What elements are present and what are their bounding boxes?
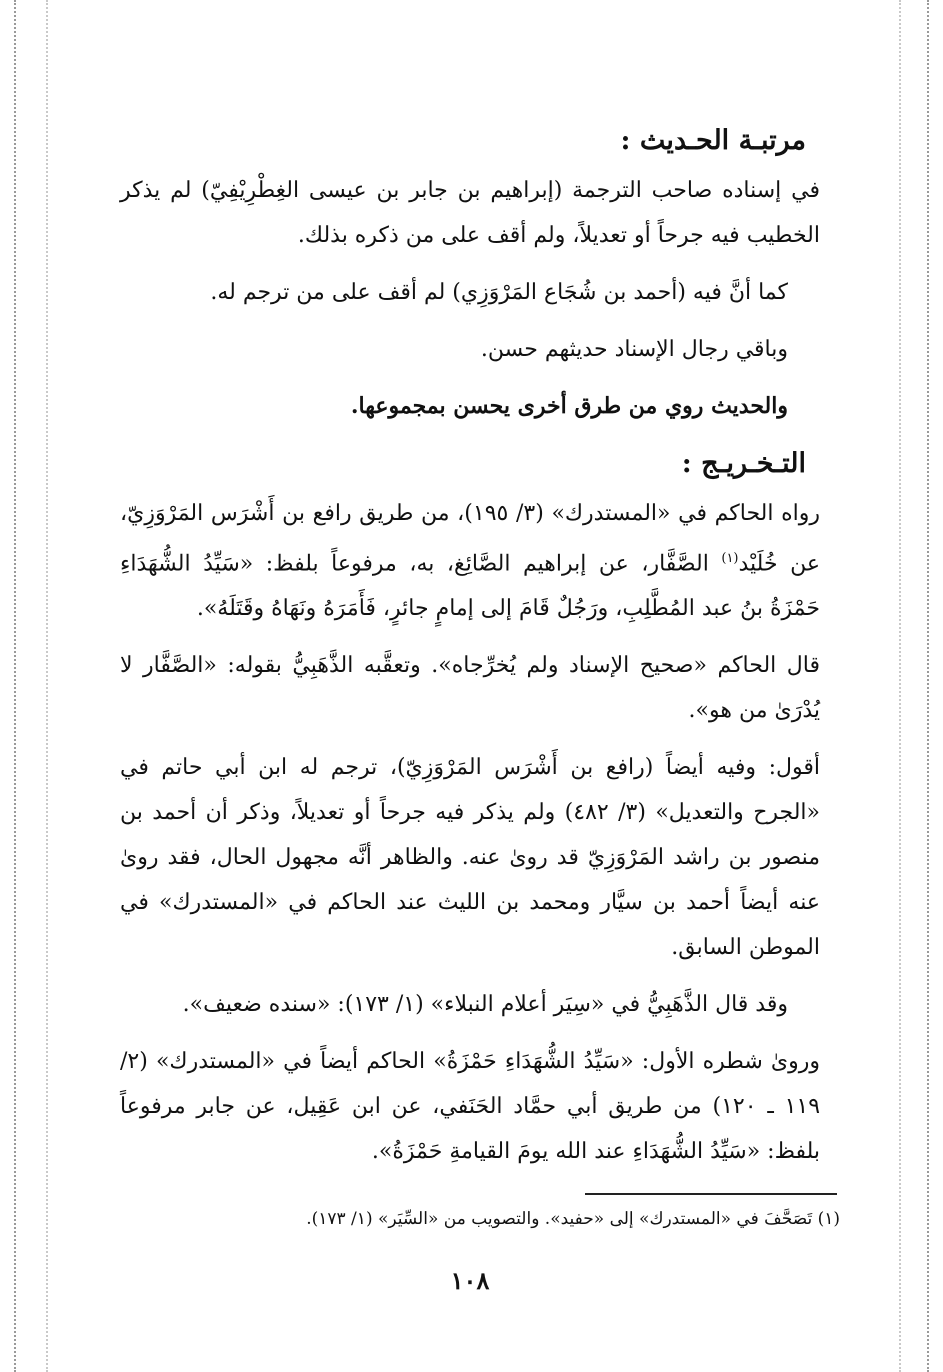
rank-paragraph-3: وباقي رجال الإسناد حديثهم حسن. [480,337,788,362]
scan-edge-dots-left [14,0,16,1372]
scan-edge-dots-right [927,0,929,1372]
heading-hadith-rank: مرتبـة الحـديث : [620,125,806,156]
takhrij-paragraph-2: قال الحاكم «صحيح الإسناد ولم يُخرِّجاه». وتعقَّبه الذَّهَبِيُّ بقوله: «الصَّفَّار لا يُدْرَىٰ من هو». [120,653,820,724]
footnote-reference[interactable]: (١) [721,551,739,566]
takhrij-p1-part-a: رواه الحاكم في «المستدرك» (٣/ ١٩٥)، من طريق رافع بن أَشْرَس المَرْوَزِيّ، عن خُلَيْد [120,501,821,577]
rank-paragraph-1: في إسناده صاحب الترجمة (إبراهيم بن جابر بن عيسى الغِطْرِيْفِيّ) لم يذكر الخطيب فيه جرحاً أو تعديلاً، ولم أقف على من ذكره بذلك. [120,178,820,248]
scan-edge-dots-right-inner [899,0,901,1372]
takhrij-paragraph-3: أقول: وفيه أيضاً (رافع بن أَشْرَس المَرْوَزِيّ)، ترجم له ابن أبي حاتم في «الجرح والتعديل» (٣/ ٤٨٢) ولم يذكر فيه جرحاً أو تعديلاً، وذكر أن أحمد بن منصور بن راشد المَرْوَزِيّ قد روىٰ عنه. والظاهر أنَّه مجهول الحال، فقد روىٰ عنه أيضاً أحمد بن سيَّار ومحمد بن الليث عند الحاكم في «المستدرك» في الموطن السابق. [120,755,821,961]
footnote-text: (١) تَصَحَّفَ في «المستدرك» إلى «حفيد». والتصويب من «السِّيَر» (١/ ١٧٣). [306,1209,840,1229]
takhrij-p1-part-b: الصَّفَّار، عن إبراهيم الصَّائِغ، به، مرفوعاً بلفظ: «سَيِّدُ الشُّهَدَاءِ حَمْزَةُ بنُ عبد المُطَّلِبِ، ورَجُلٌ قَامَ إلى إمامٍ جائرٍ، فَأَمَرَهُ ونَهَاهُ وقَتَلَهُ». [120,551,820,622]
takhrij-paragraph-4: وقد قال الذَّهَبِيُّ في «سِيَر أعلام النبلاء» (١/ ١٧٣): «سنده ضعيف». [182,992,788,1018]
rank-paragraph-2: كما أنَّ فيه (أحمد بن شُجَاع المَرْوَزِي) لم أقف على من ترجم له. [210,280,788,305]
heading-takhrij: التـخـريـج : [681,448,806,479]
footnote-divider [585,1193,837,1195]
rank-paragraph-4: والحديث روي من طرق أخرى يحسن بمجموعها. [350,393,788,419]
page-number: ١٠٨ [450,1266,490,1295]
scan-edge-dots-left-inner [46,0,48,1372]
takhrij-paragraph-1 [120,491,820,631]
takhrij-paragraph-5: وروىٰ شطره الأول: «سَيِّدُ الشُّهَدَاءِ حَمْزَةُ» الحاكم أيضاً في «المستدرك» (٢/ ١١٩ ـ ١٢٠) من طريق أبي حمَّاد الحَنَفي، عن ابن عَقِيل، عن جابر مرفوعاً بلفظ: «سَيِّدُ الشُّهَدَاءِ عند الله يومَ القيامةِ حَمْزَةُ». [120,1049,821,1165]
page-body [120,118,820,1186]
